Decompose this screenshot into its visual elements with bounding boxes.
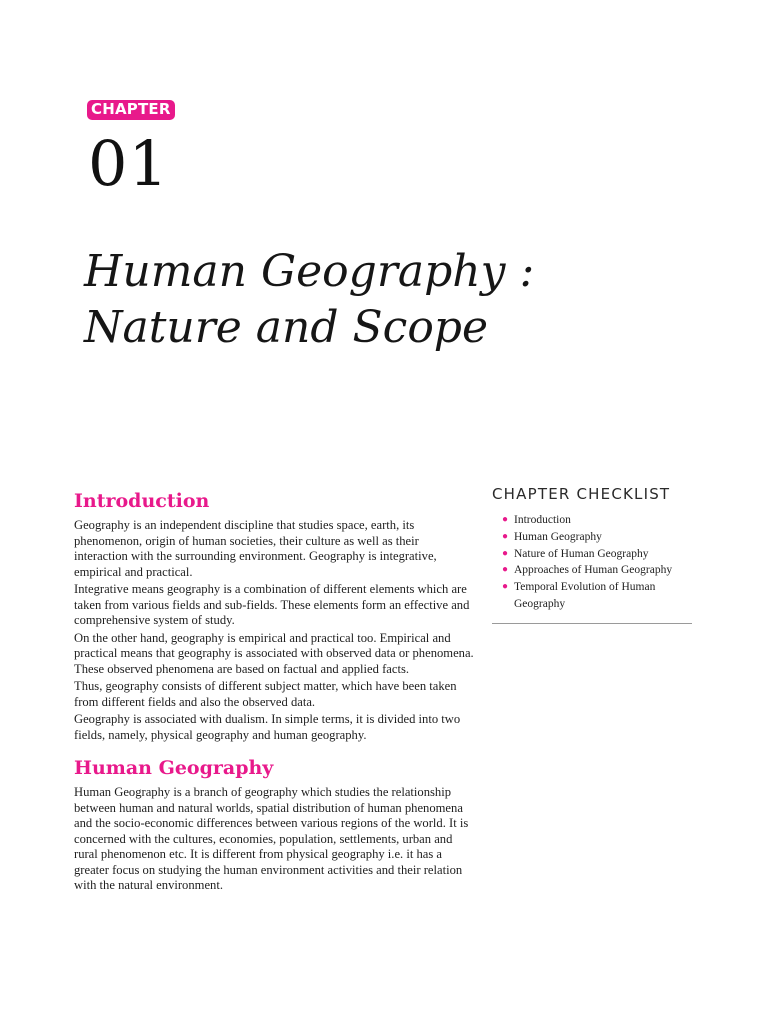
chapter-checklist bbox=[492, 484, 692, 624]
checklist-item-label: Introduction bbox=[514, 514, 571, 526]
checklist-list bbox=[492, 512, 692, 613]
bullet-icon: ● bbox=[502, 530, 509, 542]
bullet-icon: ● bbox=[502, 547, 509, 559]
human-geography-heading: Human Geography bbox=[74, 757, 274, 779]
checklist-item bbox=[492, 512, 692, 529]
chapter-badge: CHAPTER bbox=[87, 100, 175, 120]
introduction-paragraph-4: Thus, geography consists of different subject matter, which have been taken from different fields and also the observed data. bbox=[74, 679, 457, 709]
checklist-item bbox=[492, 562, 692, 579]
checklist-title: CHAPTER CHECKLIST bbox=[492, 485, 671, 503]
introduction-paragraph-3: On the other hand, geography is empirical and practical too. Empirical and practical means that geography is associated with observed data or phenomena. These observed phenomena are based on factual and applied facts. bbox=[74, 630, 474, 676]
chapter-title-line-1: Human Geography : bbox=[84, 246, 535, 297]
checklist-item-label: Temporal Evolution of Human Geography bbox=[514, 581, 656, 610]
chapter-title bbox=[84, 244, 724, 356]
checklist-item bbox=[492, 579, 692, 613]
human-geography-paragraph-1: Human Geography is a branch of geography which studies the relationship between human and natural worlds, spatial distribution of human phenomena and the socio-economic differences between various regions of the world. It is concerned with the cultures, economies, population, settlements, urban and rural phenomenon etc. It is different from physical geography i.e. it has a greater focus on studying the human environment activities and their relation with the natural environment. bbox=[74, 785, 469, 892]
introduction-paragraph-5: Geography is associated with dualism. In simple terms, it is divided into two fields, namely, physical geography and human geography. bbox=[74, 712, 461, 742]
introduction-paragraph-1: Geography is an independent discipline that studies space, earth, its phenomenon, origin of human societies, their culture as well as their interaction with the surrounding environment. Geography is integrative, empirical and practical. bbox=[74, 518, 437, 579]
introduction-paragraph-2: Integrative means geography is a combination of different elements which are taken from various fields and sub-fields. These elements form an effective and comprehensive system of study. bbox=[74, 582, 470, 627]
bullet-icon: ● bbox=[502, 564, 509, 576]
checklist-item bbox=[492, 529, 692, 546]
chapter-title-line-2: Nature and Scope bbox=[84, 302, 489, 353]
bullet-icon: ● bbox=[502, 514, 509, 525]
main-content bbox=[74, 488, 474, 896]
checklist-item-label: Human Geography bbox=[514, 530, 602, 543]
checklist-item-label: Approaches of Human Geography bbox=[514, 564, 673, 577]
checklist-item-label: Nature of Human Geography bbox=[514, 547, 649, 560]
chapter-number: 01 bbox=[88, 127, 169, 200]
introduction-heading: Introduction bbox=[74, 490, 210, 512]
bullet-icon: ● bbox=[502, 581, 509, 593]
checklist-item bbox=[492, 546, 692, 563]
